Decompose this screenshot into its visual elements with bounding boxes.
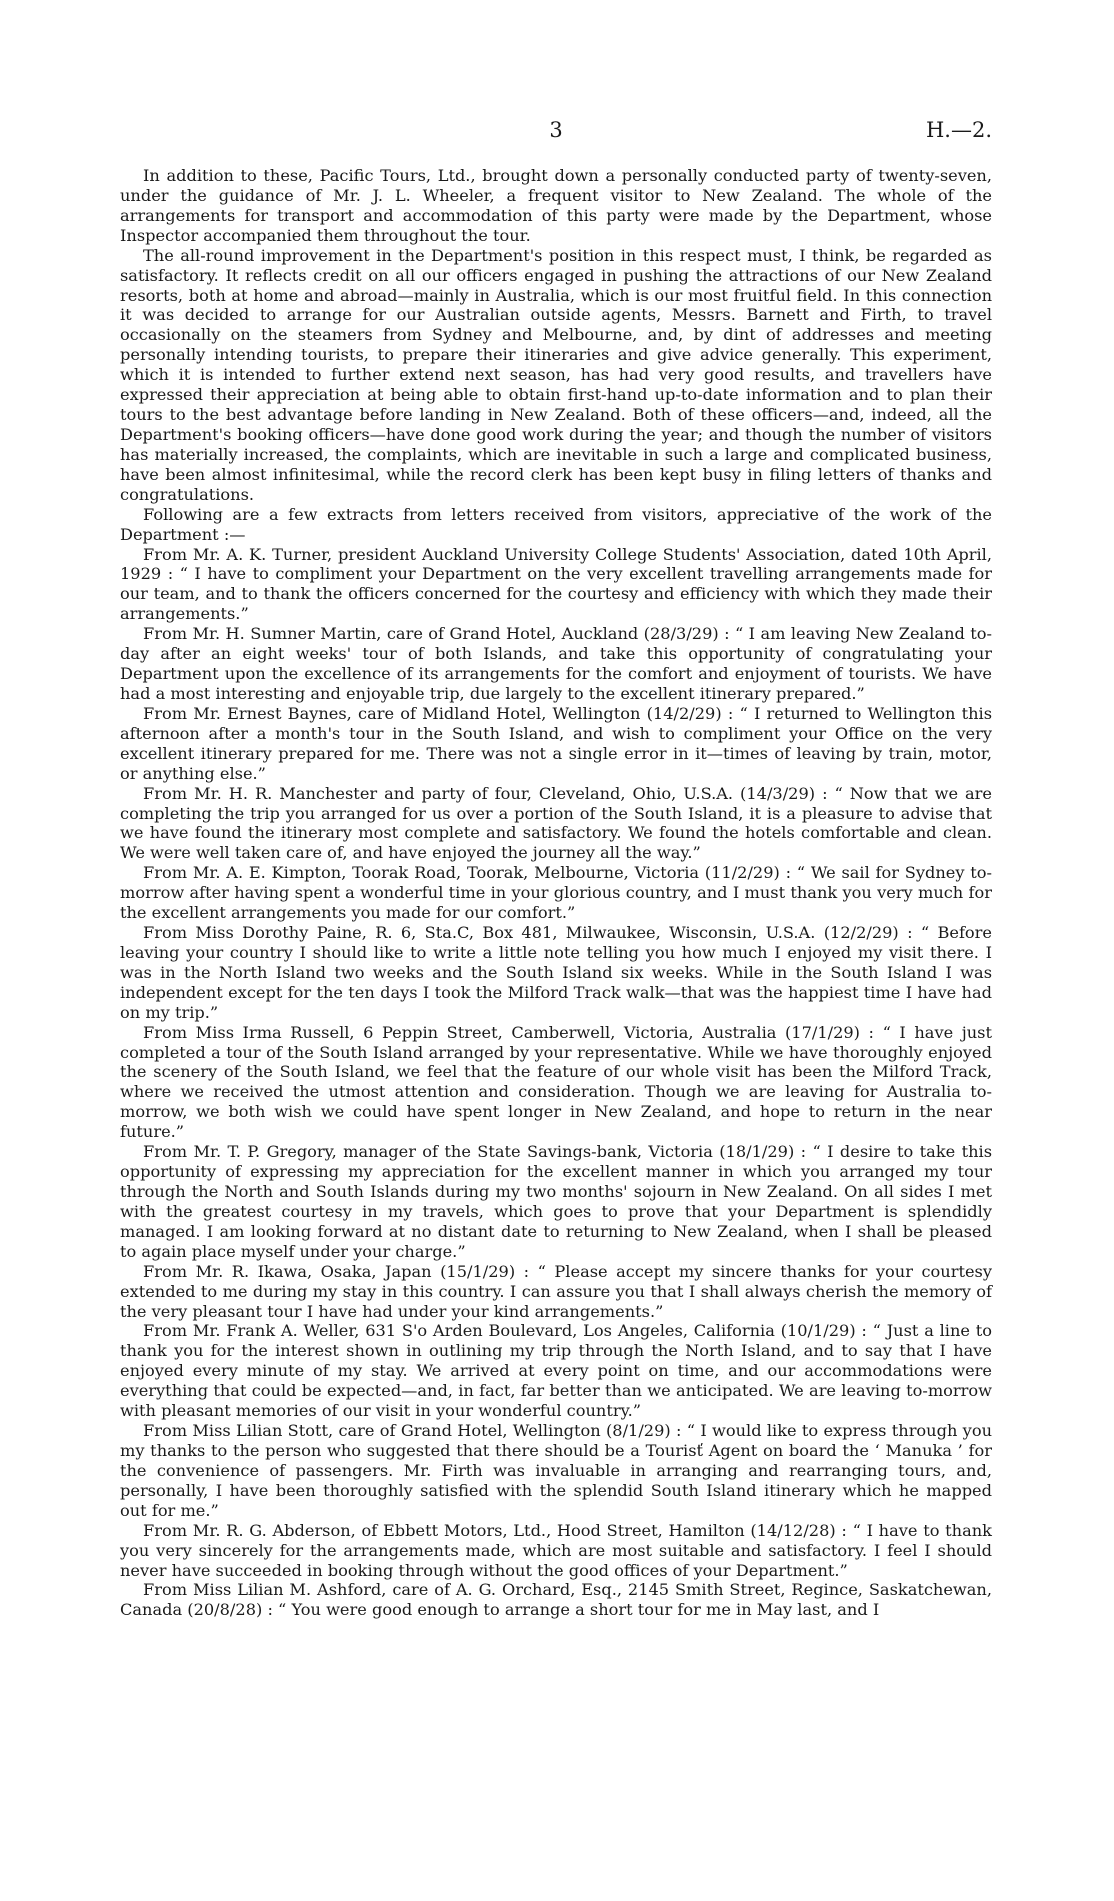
letter-extract-manchester: From Mr. H. R. Manchester and party of four, Cleveland, Ohio, U.S.A. (14/3/29) : “ Now that we are completing the trip you arranged for us over a portion of the South Island, it is a pleasure to advise that we have found the itinerary most complete and satisfactory. We found the hotels comfortable and clean. We were well taken care of, and have enjoyed the journey all the way.” xyxy=(120,783,992,863)
letter-extract-kimpton: From Mr. A. E. Kimpton, Toorak Road, Toorak, Melbourne, Victoria (11/2/29) : “ We sail for Sydney to-morrow after having spent a wonderful time in your glorious country, and I must thank you very much for the excellent arrangements you made for our comfort.” xyxy=(120,863,992,923)
document-reference: H.—2. xyxy=(925,118,992,142)
letter-extract-gregory: From Mr. T. P. Gregory, manager of the State Savings-bank, Victoria (18/1/29) : “ I desire to take this opportunity of expressing my appreciation for the excellent manner in which you arranged my tour through the North and South Islands during my two months' sojourn in New Zealand. On all sides I met with the greatest courtesy in my travels, which goes to prove that your Department is splendidly managed. I am looking forward at no distant date to returning to New Zealand, when I shall be pleased to again place myself under your charge.” xyxy=(120,1142,992,1261)
page-header xyxy=(120,112,992,152)
letter-extract-baynes: From Mr. Ernest Baynes, care of Midland Hotel, Wellington (14/2/29) : “ I returned to Wellington this afternoon after a month's tour in the South Island, and wish to compliment your Office on the very excellent itinerary prepared for me. There was not a single error in it—times of leaving by train, motor, or anything else.” xyxy=(120,703,992,783)
letter-extract-weller: From Mr. Frank A. Weller, 631 S'o Arden Boulevard, Los Angeles, California (10/1/29) : “ Just a line to thank you for the interest shown in outlining my trip through the North Island, and to say that I have enjoyed every minute of my stay. We arrived at every point on time, and our accommodations were everything that could be expected—and, in fact, far better than we anticipated. We are leaving to-morrow with pleasant memories of our visit in your wonderful country.” xyxy=(120,1321,992,1421)
document-page xyxy=(120,112,992,1620)
body-text xyxy=(120,166,992,1620)
paragraph-improvement: The all-round improvement in the Department's position in this respect must, I think, be regarded as satisfactory. It reflects credit on all our officers engaged in pushing the attractions of our New Zealand resorts, both at home and abroad—mainly in Australia, which is our most fruitful field. In this connection it was decided to arrange for our Australian outside agents, Messrs. Barnett and Firth, to travel occasionally on the steamers from Sydney and Melbourne, and, by dint of addresses and meeting personally intending tourists, to prepare their itineraries and give advice generally. This experiment, which it is intended to further extend next season, has had very good results, and travellers have expressed their appreciation at being able to obtain first-hand up-to-date information and to plan their tours to the best advantage before landing in New Zealand. Both of these officers—and, indeed, all the Department's booking officers—have done good work during the year; and though the number of visitors has materially increased, the complaints, which are inevitable in such a large and complicated business, have been almost infinitesimal, while the record clerk has been kept busy in filing letters of thanks and congratulations. xyxy=(120,245,992,504)
paragraph-pacific-tours: In addition to these, Pacific Tours, Ltd., brought down a personally conducted party of twenty-seven, under the guidance of Mr. J. L. Wheeler, a frequent visitor to New Zealand. The whole of the arrangements for transport and accommodation of this party were made by the Department, whose Inspector accompanied them throughout the tour. xyxy=(120,166,992,245)
letter-extract-ikawa: From Mr. R. Ikawa, Osaka, Japan (15/1/29) : “ Please accept my sincere thanks for your courtesy extended to me during my stay in this country. I can assure you that I shall always cherish the memory of the very pleasant tour I have had under your kind arrangements.” xyxy=(120,1261,992,1321)
letter-extract-paine: From Miss Dorothy Paine, R. 6, Sta.C, Box 481, Milwaukee, Wisconsin, U.S.A. (12/2/29) : “ Before leaving your country I should like to write a little note telling you how much I enjoyed my visit there. I was in the North Island two weeks and the South Island six weeks. While in the South Island I was independent except for the ten days I took the Milford Track walk—that was the happiest time I have had on my trip.” xyxy=(120,923,992,1022)
page-number: 3 xyxy=(549,118,563,142)
letter-extract-turner: From Mr. A. K. Turner, president Auckland University College Students' Association, dated 10th April, 1929 : “ I have to compliment your Department on the very excellent travelling arrangements made for our team, and to thank the officers concerned for the courtesy and efficiency with which they made their arrangements.” xyxy=(120,544,992,624)
paragraph-extracts-intro: Following are a few extracts from letters received from visitors, appreciative of the work of the Department :— xyxy=(120,504,992,544)
letter-extract-russell: From Miss Irma Russell, 6 Peppin Street, Camberwell, Victoria, Australia (17/1/29) : “ I have just completed a tour of the South Island arranged by your representative. While we have thoroughly enjoyed the scenery of the South Island, we feel that the feature of our whole visit has been the Milford Track, where we received the utmost attention and consideration. Though we are leaving for Australia to-morrow, we both wish we could have spent longer in New Zealand, and hope to return in the near future.” xyxy=(120,1022,992,1142)
letter-extract-martin: From Mr. H. Sumner Martin, care of Grand Hotel, Auckland (28/3/29) : “ I am leaving New Zealand to-day after an eight weeks' tour of both Islands, and take this opportunity of congratulating your Department upon the excellence of its arrangements for the comfort and enjoyment of tourists. We have had a most interesting and enjoyable trip, due largely to the excellent itinerary prepared.” xyxy=(120,624,992,703)
letter-extract-ashford: From Miss Lilian M. Ashford, care of A. G. Orchard, Esq., 2145 Smith Street, Regince, Saskatchewan, Canada (20/8/28) : “ You were good enough to arrange a short tour for me in May last, and I xyxy=(120,1580,992,1620)
letter-extract-abderson: From Mr. R. G. Abderson, of Ebbett Motors, Ltd., Hood Street, Hamilton (14/12/28) : “ I have to thank you very sincerely for the arrangements made, which are most suitable and satisfactory. I feel I should never have succeeded in booking through without the good offices of your Department.” xyxy=(120,1520,992,1580)
letter-extract-stott: From Miss Lilian Stott, care of Grand Hotel, Wellington (8/1/29) : “ I would like to express through you my thanks to the person who suggested that there should be a Tourisť Agent on board the ‘ Manuka ’ for the convenience of passengers. Mr. Firth was invaluable in arranging and rearranging tours, and, personally, I have been thoroughly satisfied with the splendid South Island itinerary which he mapped out for me.” xyxy=(120,1421,992,1520)
